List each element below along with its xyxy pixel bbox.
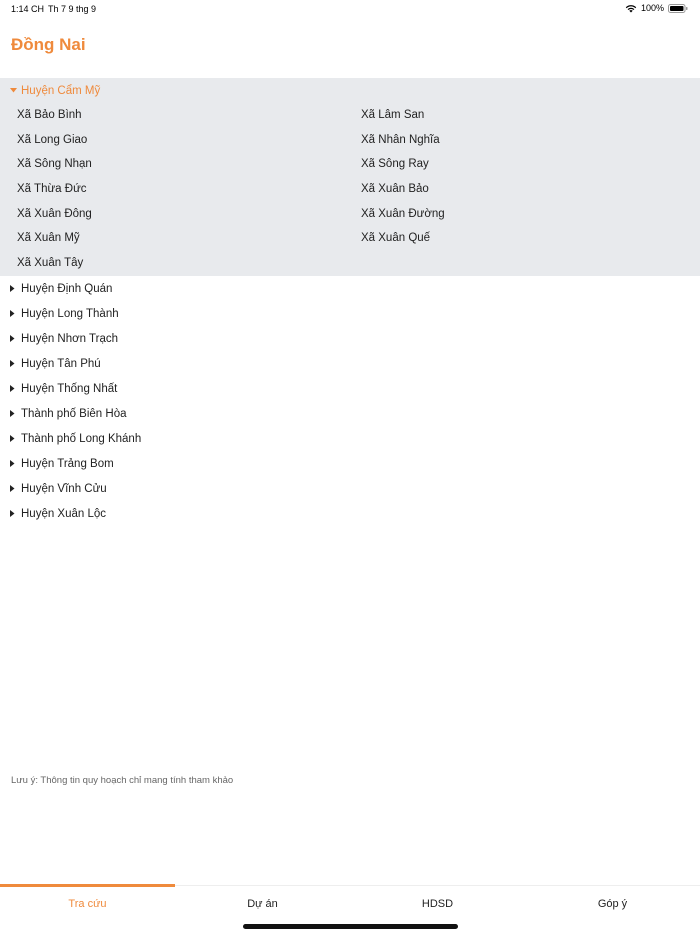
caret-right-icon	[10, 460, 21, 467]
battery-percent: 100%	[640, 3, 664, 13]
district-label: Huyện Trảng Bom	[21, 457, 114, 470]
district-header[interactable]	[0, 326, 700, 351]
tab-2[interactable]: HDSD	[421, 898, 454, 910]
district-header[interactable]	[0, 78, 700, 103]
district-group	[0, 501, 700, 526]
district-header[interactable]	[0, 501, 700, 526]
ward-item[interactable]: Xã Xuân Mỹ	[17, 232, 80, 245]
ward-item[interactable]: Xã Long Giao	[17, 133, 88, 146]
ward-item[interactable]: Xã Bảo Bình	[17, 109, 82, 122]
district-label: Huyện Long Thành	[21, 307, 119, 320]
district-label: Huyện Tân Phú	[21, 357, 101, 370]
ward-item[interactable]: Xã Xuân Đông	[17, 207, 92, 220]
district-header[interactable]	[0, 451, 700, 476]
ward-list	[0, 103, 700, 276]
status-indicators	[625, 3, 688, 13]
district-group	[0, 326, 700, 351]
caret-right-icon	[10, 410, 21, 417]
ward-item[interactable]: Xã Thừa Đức	[17, 183, 87, 196]
ward-item[interactable]: Xã Xuân Đường	[361, 207, 445, 220]
tab-1[interactable]: Dự án	[247, 898, 278, 910]
caret-right-icon	[10, 285, 21, 292]
district-group	[0, 476, 700, 501]
district-group	[0, 78, 700, 276]
caret-right-icon	[10, 335, 21, 342]
ward-item[interactable]: Xã Sông Ray	[361, 158, 429, 171]
district-header[interactable]	[0, 301, 700, 326]
caret-right-icon	[10, 310, 21, 317]
district-group	[0, 351, 700, 376]
ward-item[interactable]: Xã Nhân Nghĩa	[361, 133, 440, 146]
district-label: Huyện Vĩnh Cửu	[21, 482, 107, 495]
district-header[interactable]	[0, 376, 700, 401]
home-indicator	[243, 924, 458, 929]
district-tree	[0, 78, 700, 526]
district-header[interactable]	[0, 401, 700, 426]
district-header[interactable]	[0, 426, 700, 451]
district-group	[0, 376, 700, 401]
tab-3[interactable]: Góp ý	[597, 898, 628, 910]
district-label: Huyện Cẩm Mỹ	[21, 84, 101, 97]
district-label: Huyện Xuân Lộc	[21, 507, 107, 520]
district-label: Thành phố Long Khánh	[21, 432, 142, 445]
ward-item[interactable]: Xã Sông Nhạn	[17, 158, 92, 171]
district-header[interactable]	[0, 476, 700, 501]
district-label: Thành phố Biên Hòa	[21, 407, 127, 420]
status-date: Th 7 9 thg 9	[48, 4, 97, 14]
district-group	[0, 401, 700, 426]
district-group	[0, 451, 700, 476]
caret-right-icon	[10, 485, 21, 492]
caret-right-icon	[10, 435, 21, 442]
ward-item[interactable]: Xã Xuân Bảo	[361, 183, 429, 196]
district-label: Huyện Định Quán	[21, 282, 113, 295]
district-label: Huyện Nhơn Trạch	[21, 332, 119, 345]
status-bar	[0, 0, 700, 18]
status-time: 1:14 CH	[11, 4, 45, 14]
disclaimer-note: Lưu ý: Thông tin quy hoạch chỉ mang tính tham khảo	[11, 775, 234, 786]
caret-right-icon	[10, 510, 21, 517]
ward-item[interactable]: Xã Xuân Quế	[361, 232, 431, 245]
caret-down-icon	[10, 88, 21, 93]
district-group	[0, 276, 700, 301]
district-group	[0, 301, 700, 326]
caret-right-icon	[10, 360, 21, 367]
page-title: Đồng Nai	[11, 35, 86, 54]
wifi-icon	[625, 4, 637, 13]
district-label: Huyện Thống Nhất	[21, 382, 118, 395]
tab-0[interactable]: Tra cứu	[0, 886, 175, 934]
district-group	[0, 426, 700, 451]
district-header[interactable]	[0, 351, 700, 376]
ward-item[interactable]: Xã Lâm San	[361, 109, 425, 122]
caret-right-icon	[10, 385, 21, 392]
district-header[interactable]	[0, 276, 700, 301]
ward-item[interactable]: Xã Xuân Tây	[17, 256, 84, 269]
battery-icon	[668, 4, 688, 13]
